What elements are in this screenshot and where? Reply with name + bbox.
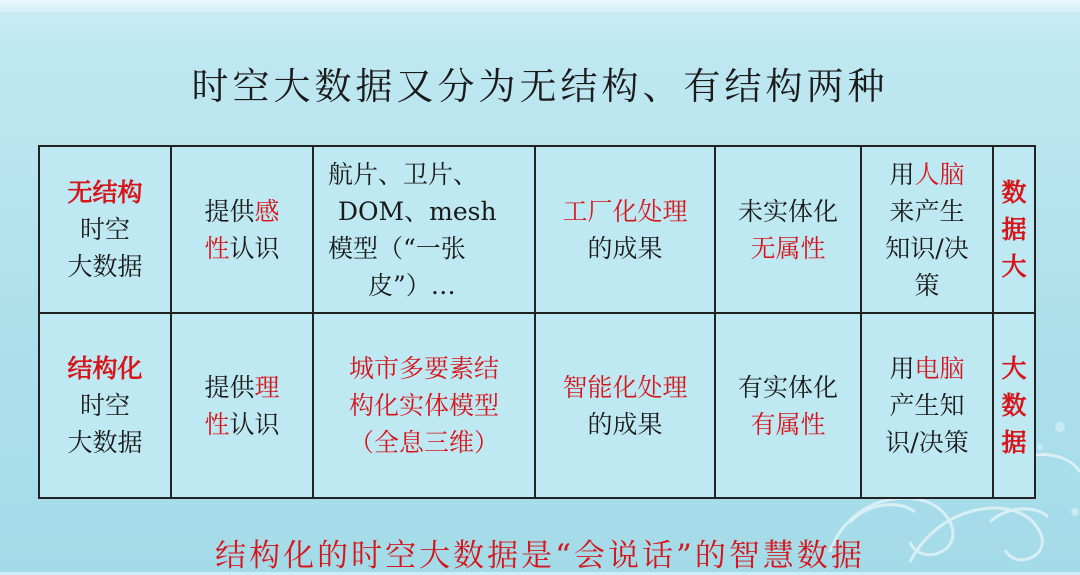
cell-label-vertical: 数 据 大: [993, 146, 1035, 313]
cell-entity: 未实体化 无属性: [715, 146, 861, 313]
cell-processing: 智能化处理 的成果: [535, 313, 715, 498]
cell-entity: 有实体化 有属性: [715, 313, 861, 498]
comparison-table: [38, 145, 1036, 499]
cell-knowledge: 用人脑 来产生 知识/决 策: [861, 146, 993, 313]
cell-cognition: 提供理 性认识: [171, 313, 313, 498]
cell-data-form: 城市多要素结 构化实体模型 （全息三维）: [313, 313, 535, 498]
table-row-structured: [39, 313, 1035, 498]
table-row-unstructured: [39, 146, 1035, 313]
top-band: [0, 0, 1080, 12]
slide-title: 时空大数据又分为无结构、有结构两种: [191, 65, 889, 108]
cell-data-type: 结构化 时空 大数据: [39, 313, 171, 498]
cell-knowledge: 用电脑 产生知 识/决策: [861, 313, 993, 498]
cell-label-vertical: 大 数 据: [993, 313, 1035, 498]
cell-processing: 工厂化处理 的成果: [535, 146, 715, 313]
cell-data-form: 航片、卫片、 DOM、mesh 模型（“一张 皮”）…: [313, 146, 535, 313]
cell-data-type: 无结构 时空 大数据: [39, 146, 171, 313]
cell-cognition: 提供感 性认识: [171, 146, 313, 313]
footer-statement: 结构化的时空大数据是“会说话”的智慧数据: [215, 538, 865, 574]
